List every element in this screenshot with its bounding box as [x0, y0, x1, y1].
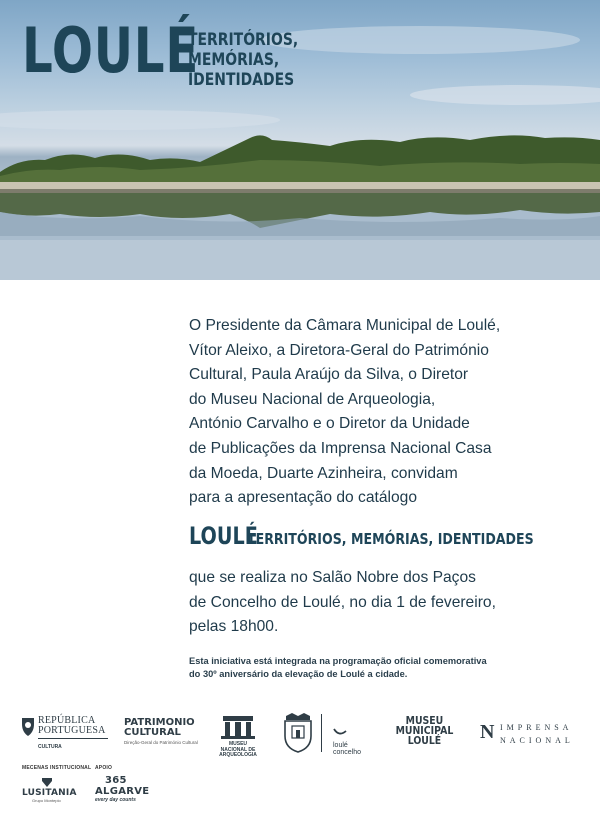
patrimonio-cultural-logo [124, 718, 204, 745]
republica-line: PORTUGUESA [38, 725, 106, 736]
hero-subtitle-line: IDENTIDADES [188, 70, 295, 90]
patrimonio-line: CULTURAL [124, 727, 181, 738]
invitation-line: O Presidente da Câmara Municipal de Loulé, [189, 317, 501, 334]
hero-subtitle-line: TERRITÓRIOS, [188, 30, 299, 50]
hero-brand-loule: LOULÉ [22, 14, 200, 87]
mecenas-label: MECENAS INSTITUCIONAL [22, 765, 92, 771]
hero-subtitle [188, 30, 298, 90]
program-note [189, 655, 589, 680]
lusitania-icon [40, 776, 54, 788]
invitation-line: para a apresentação do catálogo [189, 489, 418, 507]
mna-name [215, 742, 261, 759]
museu-municipal-line: LOULÉ [407, 734, 442, 747]
note-line: Esta iniciativa está integrada na programação oficial comemorativa [189, 656, 487, 666]
lusitania-logo [22, 776, 82, 803]
museu-municipal-line: MUSEU [405, 714, 444, 727]
republica-divider [38, 738, 108, 739]
mna-building-icon [215, 714, 261, 740]
museu-municipal-loule-logo [393, 716, 467, 746]
patrimonio-sub: Direção-Geral do Património Cultural [124, 740, 198, 745]
imprensa-line: NACIONAL [500, 736, 574, 745]
republica-line: REPÚBLICA [38, 715, 96, 726]
mna-line: MUSEU [228, 741, 248, 747]
apoio-label: APOIO [95, 765, 113, 771]
loule-concelho-line: concelho [333, 749, 362, 756]
imprensa-initial: N [480, 721, 495, 743]
museu-municipal-name [393, 716, 456, 746]
imprensa-nacional-logo [480, 722, 590, 748]
invitation-paragraph [189, 314, 589, 511]
venue-line: que se realiza no Salão Nobre dos Paços [189, 569, 476, 586]
coat-of-arms-icon [280, 712, 316, 754]
lusitania-sub: Grupo Montepio [32, 798, 61, 803]
loule-concelho-icon [333, 727, 347, 737]
algarve-365-logo [95, 775, 155, 803]
loule-concelho-line: loulé [333, 742, 348, 749]
loule-concelho-name [333, 742, 378, 756]
invitation-line: Vítor Aleixo, a Diretora-Geral do Património [189, 341, 489, 359]
museu-nacional-arqueologia-logo [215, 714, 261, 760]
algarve-number: 365 [105, 775, 127, 786]
algarve-sub: every day counts [95, 797, 136, 803]
invitation-line: do Museu Nacional de Arqueologia, [189, 390, 436, 408]
republica-name [38, 716, 106, 736]
invitation-line: Cultural, Paula Araújo da Silva, o Diretor [189, 366, 469, 384]
sponsor-logos [0, 700, 600, 830]
loule-coat-of-arms-logo [280, 712, 316, 754]
note-line: do 30º aniversário da elevação de Loulé a cidade. [189, 668, 408, 679]
catalog-title [189, 524, 588, 548]
invitation-line: da Moeda, Duarte Azinheira, convidam [189, 464, 458, 482]
venue-paragraph [189, 566, 589, 640]
algarve-name: ALGARVE [95, 786, 150, 797]
imprensa-line: IMPRENSA [500, 723, 573, 732]
imprensa-name [500, 721, 574, 747]
invitation-line: de Publicações da Imprensa Nacional Casa [189, 439, 492, 457]
loule-concelho-logo [333, 724, 378, 756]
patrimonio-line: PATRIMONIO [124, 717, 195, 728]
lusitania-name: LUSITANIA [22, 788, 77, 798]
republica-portuguesa-logo [20, 716, 110, 752]
hero-photo [0, 0, 600, 280]
mna-line: ARQUEOLOGIA [219, 752, 257, 758]
republica-sub: CULTURA [38, 744, 62, 750]
catalog-brand-loule: LOULÉ [189, 522, 258, 550]
venue-line: de Concelho de Loulé, no dia 1 de fevereiro, [189, 593, 496, 611]
hero-title [22, 14, 322, 90]
venue-line: pelas 18h00. [189, 618, 279, 636]
hero-subtitle-line: MEMÓRIAS, [188, 50, 280, 70]
museu-municipal-line: MUNICIPAL [395, 724, 454, 737]
catalog-subtitle: TERRITÓRIOS, MEMÓRIAS, IDENTIDADES [247, 530, 534, 548]
invitation-line: António Carvalho e o Diretor da Unidade [189, 415, 470, 433]
mna-line: NACIONAL DE [220, 746, 256, 753]
patrimonio-name [124, 718, 204, 738]
republica-emblem-icon [20, 716, 36, 740]
logo-divider [321, 714, 322, 752]
